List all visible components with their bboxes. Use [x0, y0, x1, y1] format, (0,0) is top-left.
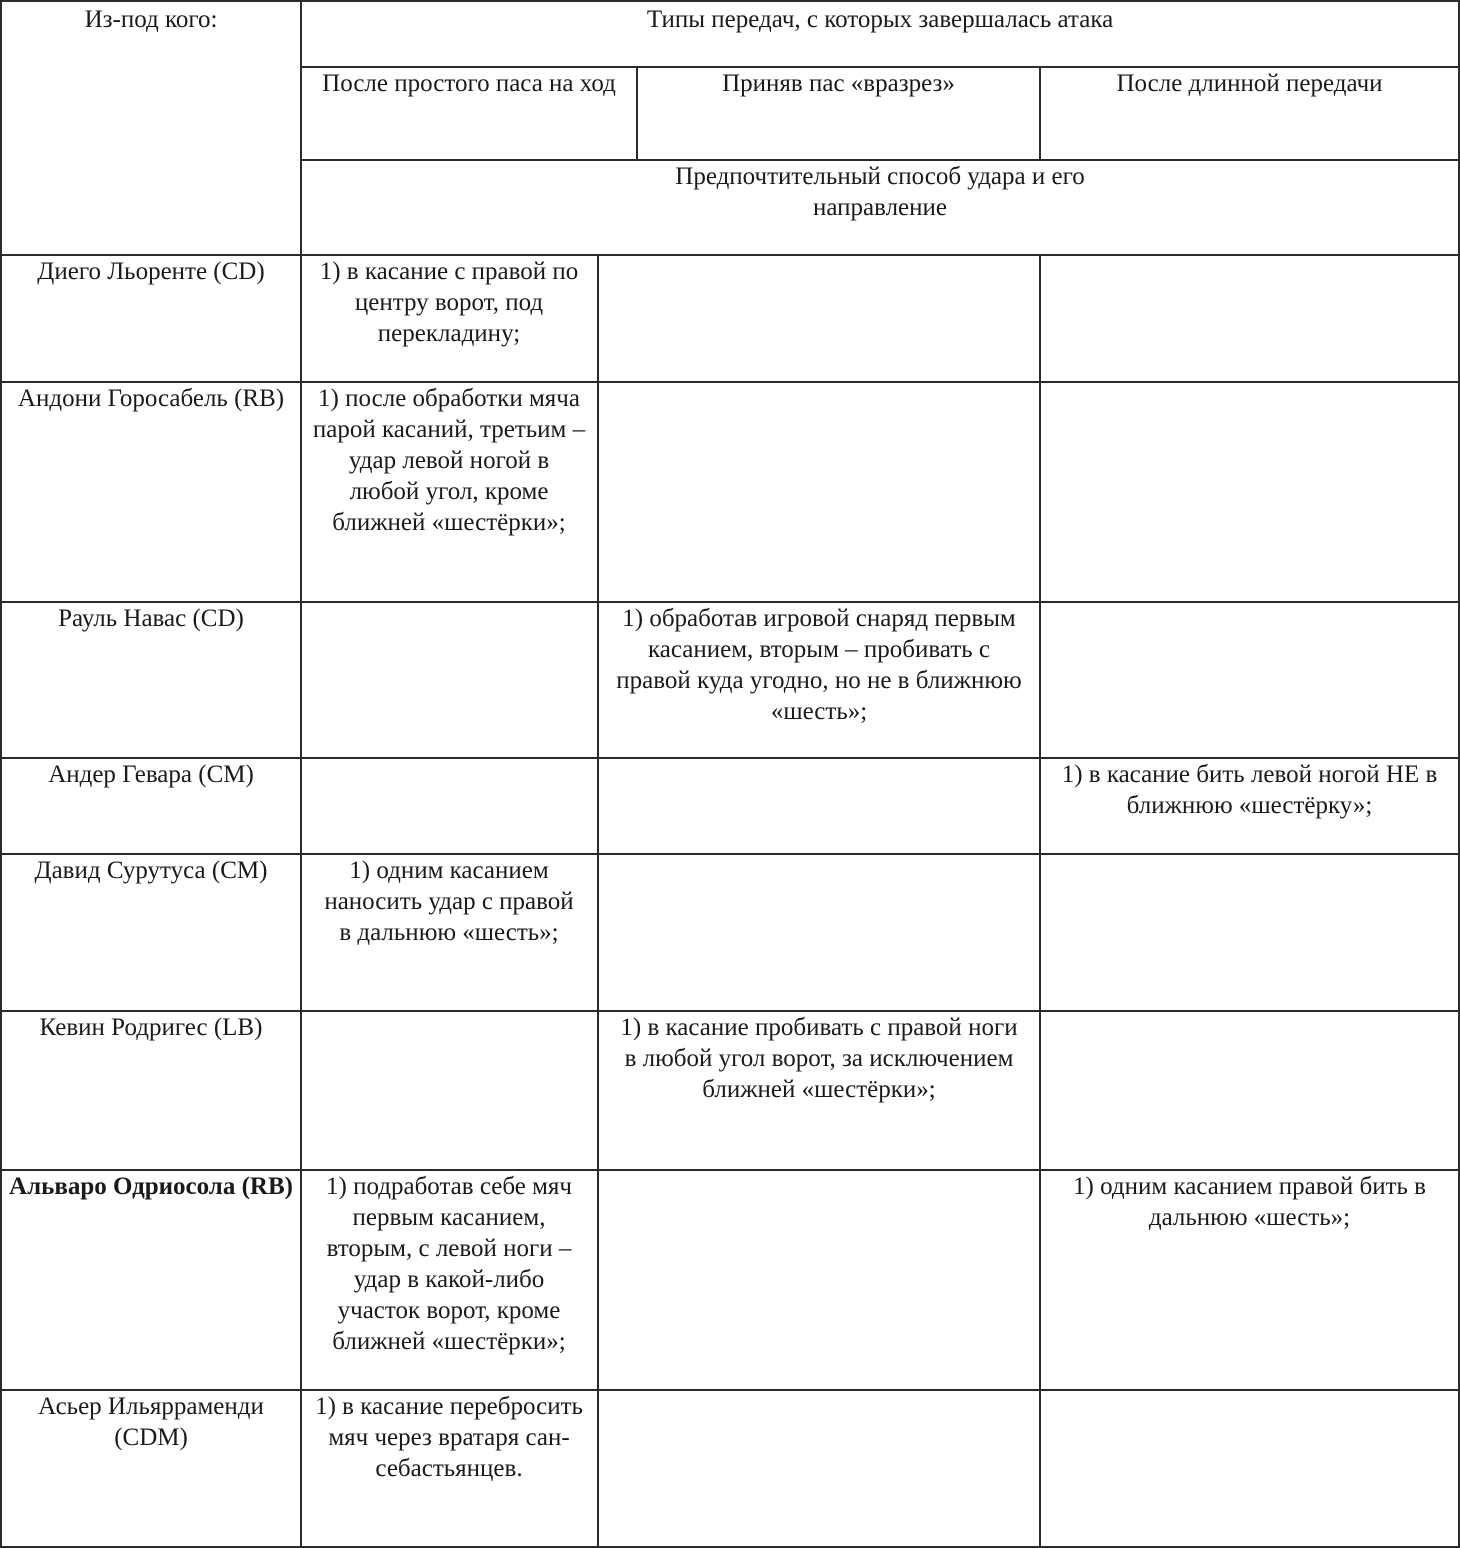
table-cell-through: 1) обработав игровой снаряд первым касанием, вторым – пробивать с правой куда угодно, но не в ближнюю «шесть»;	[616, 605, 1022, 725]
header-pass-types: Типы передач, с которых завершалась атака	[646, 6, 1114, 33]
table-row-player: Андони Горосабель (RB)	[17, 385, 285, 412]
table-cell-long	[1046, 379, 1454, 601]
table-cell-long: 1) одним касанием правой бить в дальнюю «шесть»;	[1073, 1173, 1426, 1231]
column-divider	[300, 0, 302, 1548]
table-cell-simple: 1) в касание с правой по центру ворот, под перекладину;	[319, 258, 579, 347]
table-cell-through	[610, 1387, 1028, 1546]
header-col-long-pass: После длинной передачи	[1116, 70, 1383, 97]
table-row-player: Кевин Родригес (LB)	[39, 1014, 263, 1041]
table-row-player: Альваро Одриосола (RB)	[9, 1173, 293, 1200]
table-cell-through	[610, 1167, 1028, 1389]
header-col-simple-pass: После простого паса на ход	[322, 70, 616, 97]
table-cell-long: 1) в касание бить левой ногой НЕ в ближнюю «шестёрку»;	[1061, 761, 1438, 819]
table-cell-through	[610, 379, 1028, 601]
table-cell-simple: 1) одним касанием наносить удар с правой в дальнюю «шесть»;	[324, 857, 574, 946]
table-row-player: Диего Льоренте (CD)	[37, 258, 265, 285]
column-divider	[1039, 254, 1041, 1548]
table-cell-through	[610, 252, 1028, 381]
table-cell-long	[1046, 252, 1454, 381]
table-cell-long	[1046, 851, 1454, 1010]
table-cell-through	[610, 755, 1028, 853]
table-row-player: Асьер Ильярраменди (CDM)	[38, 1393, 264, 1451]
column-divider	[597, 254, 599, 1548]
table-cell-long	[1046, 599, 1454, 757]
table-cell-simple	[312, 755, 586, 853]
table-cell-simple	[312, 1008, 586, 1169]
table-cell-simple: 1) в касание перебросить мяч через вратаря сан-себастьянцев.	[315, 1393, 583, 1482]
header-from-whom: Из-под кого:	[84, 6, 218, 33]
table-cell-long	[1046, 1387, 1454, 1546]
table-cell-simple: 1) подработав себе мяч первым касанием, вторым, с левой ноги – удар в какой-либо участок ворот, кроме ближней «шестёрки»;	[326, 1173, 572, 1355]
header-col-through-pass: Приняв пас «вразрез»	[722, 70, 955, 97]
table-cell-through	[610, 851, 1028, 1010]
table-cell-simple: 1) после обработки мяча парой касаний, третьим – удар левой ногой в любой угол, кроме ближней «шестёрки»;	[312, 385, 586, 536]
header-preferred-shot: Предпочтительный способ удара и его направление	[675, 163, 1085, 221]
table-cell-simple	[312, 599, 586, 757]
table-row-player: Давид Сурутуса (CM)	[34, 857, 268, 884]
table-row-player: Андер Гевара (CM)	[48, 761, 254, 788]
table-cell-through: 1) в касание пробивать с правой ноги в любой угол ворот, за исключением ближней «шестёрки»;	[620, 1014, 1018, 1103]
table-cell-long	[1046, 1008, 1454, 1169]
table-row-player: Рауль Навас (CD)	[58, 605, 244, 632]
